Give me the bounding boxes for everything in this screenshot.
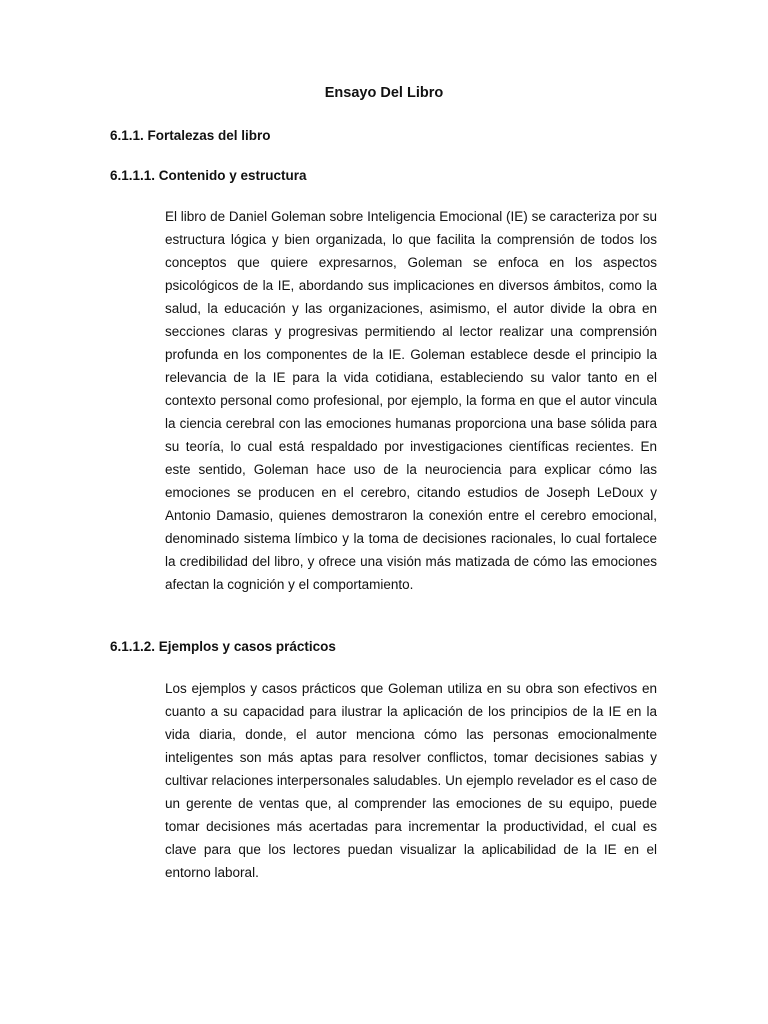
paragraph-ejemplos: Los ejemplos y casos prácticos que Goleman utiliza en su obra son efectivos en cuanto a su capacidad para ilustrar la aplicación de los principios de la IE en la vida diaria, donde, el autor menciona cómo las personas emocionalmente inteligentes son más aptas para resolver conflictos, tomar decisiones sabias y cultivar relaciones interpersonales saludables. Un ejemplo revelador es el caso de un gerente de ventas que, al comprender las emociones de su equipo, puede tomar decisiones más acertadas para incrementar la productividad, el cual es clave para que los lectores puedan visualizar la aplicabilidad de la IE en el entorno laboral.: [165, 681, 657, 880]
paragraph-contenido: El libro de Daniel Goleman sobre Inteligencia Emocional (IE) se caracteriza por su estructura lógica y bien organizada, lo que facilita la comprensión de todos los conceptos que quiere expresarnos, Goleman se enfoca en los aspectos psicológicos de la IE, abordando sus implicaciones en diversos ámbitos, como la salud, la educación y las organizaciones, asimismo, el autor divide la obra en secciones claras y progresivas permitiendo al lector realizar una comprensión profunda en los componentes de la IE. Goleman establece desde el principio la relevancia de la IE para la vida cotidiana, estableciendo su valor tanto en el contexto personal como profesional, por ejemplo, la forma en que el autor vincula la ciencia cerebral con las emociones humanas proporciona una base sólida para su teoría, lo cual está respaldado por investigaciones científicas recientes. En este sentido, Goleman hace uso de la neurociencia para explicar cómo las emociones se producen en el cerebro, citando estudios de Joseph LeDoux y Antonio Damasio, quienes demostraron la conexión entre el cerebro emocional, denominado sistema límbico y la toma de decisiones racionales, lo cual fortalece la credibilidad del libro, y ofrece una visión más matizada de cómo las emociones afectan la cognición y el comportamiento.: [165, 209, 657, 592]
section-heading: 6.1.1. Fortalezas del libro: [110, 128, 271, 143]
subsection-heading-ejemplos: 6.1.1.2. Ejemplos y casos prácticos: [110, 639, 336, 654]
document-title: Ensayo Del Libro: [324, 85, 444, 101]
subsection-heading-contenido: 6.1.1.1. Contenido y estructura: [110, 168, 307, 183]
